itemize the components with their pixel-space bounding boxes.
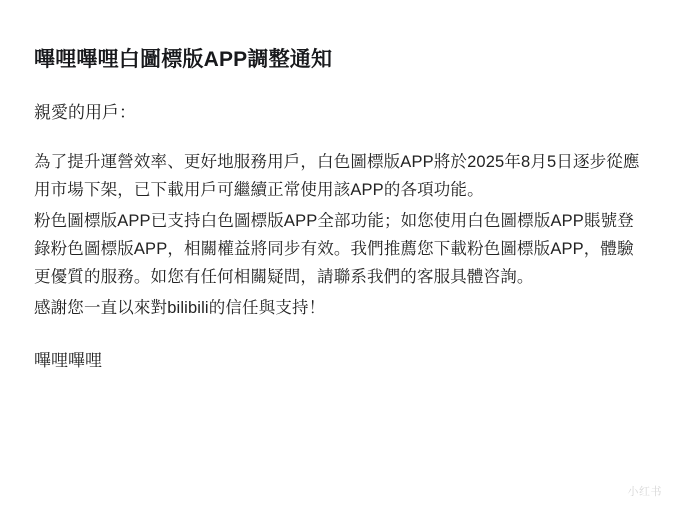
signature-text: 嗶哩嗶哩 bbox=[34, 351, 102, 371]
body-paragraph-2: 粉色圖標版APP已支持白色圖標版APP全部功能；如您使用白色圖標版APP賬號登錄粉色圖標版APP，相關權益將同步有效。我們推薦您下載粉色圖標版APP，體驗更優質的服務。如您有任何相關疑問，請聯系我們的客服具體咨詢。 bbox=[34, 211, 634, 287]
watermark-label: 小红书 bbox=[627, 486, 662, 498]
page-title: 嗶哩嗶哩白圖標版APP調整通知 bbox=[34, 48, 333, 71]
body-paragraph-1: 為了提升運營效率、更好地服務用戶，白色圖標版APP將於2025年8月5日逐步從應用市場下架，已下載用戶可繼續正常使用該APP的各項功能。 bbox=[34, 152, 640, 200]
salutation-text: 親愛的用戶： bbox=[34, 103, 136, 123]
body-paragraph-3: 感謝您一直以來對bilibili的信任與支持！ bbox=[34, 298, 326, 317]
